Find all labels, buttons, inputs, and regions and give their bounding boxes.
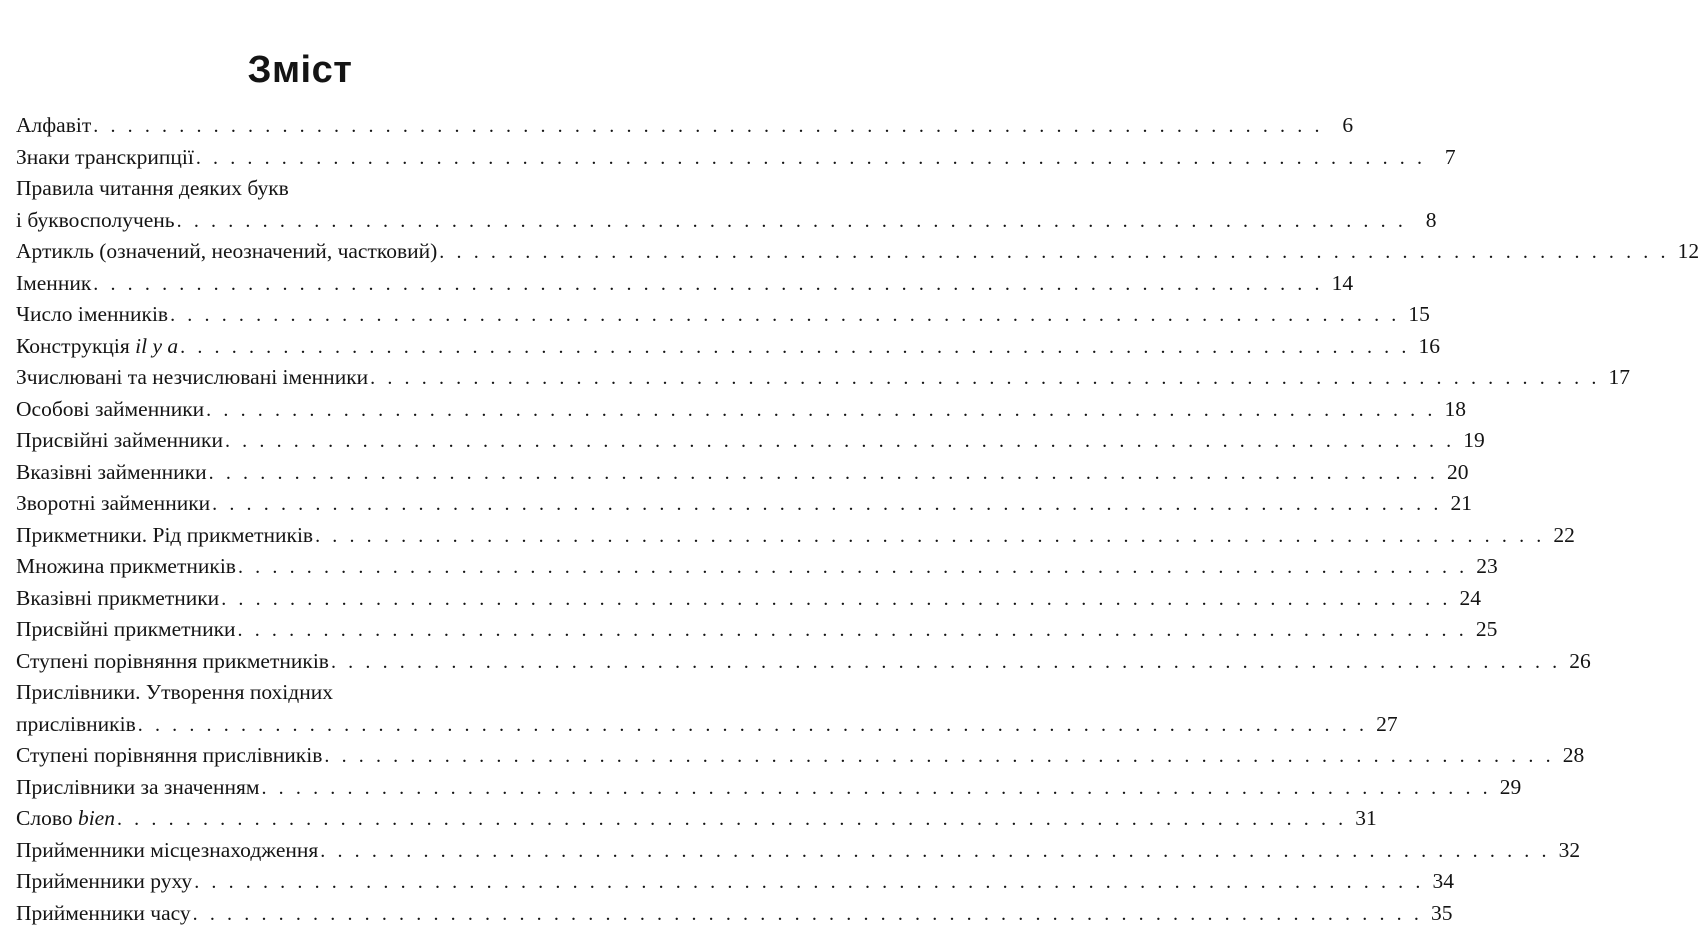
toc-entry-title-text: Ступені порівняння прислівників bbox=[16, 743, 323, 767]
toc-entry[interactable] bbox=[16, 866, 1454, 898]
toc-entry-title bbox=[16, 835, 318, 867]
toc-entry-title bbox=[16, 457, 207, 489]
toc-entry[interactable] bbox=[16, 362, 1630, 394]
toc-entry-title-text: Алфавіт bbox=[16, 113, 92, 137]
toc-entry-title bbox=[16, 331, 178, 363]
dot-leader: . . . . . . . . . . . . . . . . . . . . . . . . . . . . . . . . . . . . . . . . . . . . . . . . . . . . . . . . . . . . . . . . . . . . . . . . bbox=[237, 556, 1468, 578]
toc-entry-title bbox=[16, 488, 210, 520]
toc-entry-title bbox=[16, 866, 192, 898]
toc-entry-page-number: 16 bbox=[1418, 333, 1440, 358]
dot-leader: . . . . . . . . . . . . . . . . . . . . . . . . . . . . . . . . . . . . . . . . . . . . . . . . . . . . . . . . . . . . . . . . . . . . . . . . bbox=[439, 241, 1670, 263]
toc-entry[interactable] bbox=[16, 740, 1585, 772]
dot-leader: . . . . . . . . . . . . . . . . . . . . . . . . . . . . . . . . . . . . . . . . . . . . . . . . . . . . . . . . . . . . . . . . . . . . . . . . bbox=[206, 398, 1436, 421]
toc-entry-row bbox=[16, 551, 1498, 583]
toc-entry[interactable] bbox=[16, 583, 1482, 615]
toc-entry-page-number: 20 bbox=[1446, 459, 1469, 484]
toc-entry-page-number: 29 bbox=[1499, 774, 1522, 799]
toc-entry-row bbox=[16, 772, 1522, 804]
toc-entry-page-number: 25 bbox=[1475, 617, 1498, 641]
toc-entry-title-text: Вказівні прикметники bbox=[16, 585, 220, 610]
toc-entry-row bbox=[16, 898, 1453, 930]
toc-entry[interactable] bbox=[16, 551, 1498, 583]
toc-entry[interactable] bbox=[16, 394, 1466, 426]
toc-entry-title-text: Прийменники руху bbox=[16, 869, 193, 893]
toc-entry-title-text: і буквосполучень bbox=[16, 207, 175, 232]
toc-entry-title-text: Прийменники часу bbox=[16, 900, 191, 925]
toc-entry-page-number: 17 bbox=[1608, 365, 1630, 389]
dot-leader: . . . . . . . . . . . . . . . . . . . . . . . . . . . . . . . . . . . . . . . . . . . . . . . . . . . . . . . . . . . . . . . . . . . . . . . . bbox=[180, 335, 1410, 358]
toc-entry-title-line: Правила читання деяких букв bbox=[16, 176, 289, 200]
toc-entry-foreign-term: il y a bbox=[135, 333, 179, 358]
toc-entry-page-number: 22 bbox=[1553, 522, 1575, 547]
toc-entry-title bbox=[16, 425, 223, 457]
toc-entry-page-number: 35 bbox=[1430, 900, 1453, 925]
toc-entry-title bbox=[16, 236, 437, 268]
toc-entry-title bbox=[16, 898, 191, 930]
toc-entry[interactable] bbox=[16, 677, 1398, 740]
toc-entry-title-line: Прислівники. Утворення похідних bbox=[16, 680, 333, 704]
toc-entry-title-text: Слово bbox=[16, 806, 78, 830]
toc-entry-page-number: 24 bbox=[1459, 585, 1482, 610]
table-of-contents bbox=[16, 110, 1699, 929]
toc-entry-title-text: Іменник bbox=[16, 270, 92, 295]
toc-entry-title bbox=[16, 614, 236, 646]
toc-entry-title-text: Присвійні займенники bbox=[16, 428, 223, 452]
toc-entry[interactable] bbox=[16, 142, 1456, 174]
toc-entry[interactable] bbox=[16, 520, 1575, 552]
toc-entry[interactable] bbox=[16, 614, 1498, 646]
dot-leader: . . . . . . . . . . . . . . . . . . . . . . . . . . . . . . . . . . . . . . . . . . . . . . . . . . . . . . . . . . . . . . . . . . . . . . . . bbox=[194, 871, 1424, 893]
dot-leader: . . . . . . . . . . . . . . . . . . . . . . . . . . . . . . . . . . . . . . . . . . . . . . . . . . . . . . . . . . . . . . . . . . . . . . . . bbox=[192, 902, 1423, 925]
toc-entry-title-text: Присвійні прикметники bbox=[16, 617, 236, 641]
toc-entry[interactable] bbox=[16, 236, 1699, 268]
toc-entry-title-text: Множина прикметників bbox=[16, 554, 236, 578]
toc-entry-row bbox=[16, 425, 1485, 457]
toc-entry-title bbox=[16, 205, 175, 237]
toc-entry-row bbox=[16, 110, 1354, 142]
toc-entry-page-number: 8 bbox=[1425, 207, 1437, 232]
toc-entry[interactable] bbox=[16, 803, 1377, 835]
toc-entry[interactable] bbox=[16, 299, 1430, 331]
page-title: Зміст bbox=[247, 49, 353, 92]
toc-entry-page-number: 15 bbox=[1408, 302, 1430, 326]
toc-entry-page-number: 12 bbox=[1677, 239, 1699, 263]
toc-entry-page-number: 26 bbox=[1569, 648, 1591, 673]
dot-leader: . . . . . . . . . . . . . . . . . . . . . . . . . . . . . . . . . . . . . . . . . . . . . . . . . . . . . . . . . . . . . . . . . . . . . . . . bbox=[224, 430, 1455, 452]
toc-entry-row bbox=[16, 488, 1472, 520]
toc-entry-page-number: 31 bbox=[1355, 806, 1377, 830]
toc-entry-row bbox=[16, 236, 1699, 268]
toc-entry-row bbox=[16, 299, 1430, 331]
toc-entry-title-text: Прийменники місцезнаходження bbox=[16, 837, 319, 862]
toc-entry-title bbox=[16, 646, 329, 678]
toc-entry[interactable] bbox=[16, 173, 1437, 236]
toc-entry-page-number: 19 bbox=[1463, 428, 1485, 452]
toc-entry-title bbox=[16, 142, 194, 174]
toc-entry-title-text: Вказівні займенники bbox=[16, 459, 207, 484]
toc-entry-row bbox=[16, 835, 1581, 867]
toc-entry-page-number: 28 bbox=[1562, 743, 1585, 767]
toc-entry-row bbox=[16, 709, 1398, 741]
toc-entry-title bbox=[16, 709, 136, 741]
toc-entry-title bbox=[16, 299, 168, 331]
toc-entry-title-text: Конструкція bbox=[16, 333, 136, 358]
dot-leader: . . . . . . . . . . . . . . . . . . . . . . . . . . . . . . . . . . . . . . . . . . . . . . . . . . . . . . . . . . . . . . . . . . . . . . . . bbox=[212, 493, 1442, 515]
toc-entry-row bbox=[16, 331, 1440, 363]
toc-entry-title-text: Зчислювані та незчислювані іменники bbox=[16, 365, 369, 389]
toc-entry-page-number: 21 bbox=[1450, 491, 1472, 515]
toc-entry-title bbox=[16, 362, 368, 394]
toc-entry-row bbox=[16, 362, 1630, 394]
toc-entry-row bbox=[16, 205, 1437, 237]
toc-entry-title-text: Артикль (означений, неозначений, частковий) bbox=[16, 239, 438, 263]
toc-entry-page-number: 27 bbox=[1376, 711, 1398, 736]
toc-entry-foreign-term: bien bbox=[77, 806, 115, 830]
toc-entry-page-number: 32 bbox=[1558, 837, 1581, 862]
toc-entry-title bbox=[16, 520, 313, 552]
toc-entry-page-number: 7 bbox=[1444, 144, 1456, 169]
dot-leader: . . . . . . . . . . . . . . . . . . . . . . . . . . . . . . . . . . . . . . . . . . . . . . . . . . . . . . . . . . . . . . . . . . . . . . . . bbox=[170, 304, 1400, 326]
toc-entry[interactable] bbox=[16, 457, 1469, 489]
toc-entry[interactable] bbox=[16, 835, 1581, 867]
toc-entry[interactable] bbox=[16, 110, 1354, 142]
dot-leader: . . . . . . . . . . . . . . . . . . . . . . . . . . . . . . . . . . . . . . . . . . . . . . . . . . . . . . . . . . . . . . . . . . . . . . . . bbox=[320, 839, 1551, 862]
dot-leader: . . . . . . . . . . . . . . . . . . . . . . . . . . . . . . . . . . . . . . . . . . . . . . . . . . . . . . . . . . . . . . . . . . . . . . . . bbox=[208, 461, 1439, 484]
toc-entry-title bbox=[16, 268, 91, 300]
dot-leader: . . . . . . . . . . . . . . . . . . . . . . . . . . . . . . . . . . . . . . . . . . . . . . . . . . . . . . . . . . . . . . . . . . . . . . . . bbox=[137, 713, 1368, 736]
dot-leader: . . . . . . . . . . . . . . . . . . . . . . . . . . . . . . . . . . . . . . . . . . . . . . . . . . . . . . . . . . . . . . . . . . . . . . . . bbox=[221, 587, 1452, 610]
toc-entry-row bbox=[16, 646, 1591, 678]
dot-leader: . . . . . . . . . . . . . . . . . . . . . . . . . . . . . . . . . . . . . . . . . . . . . . . . . . . . . . . . . . . . . . . . . . . . . . . . bbox=[93, 115, 1324, 137]
toc-entry-title bbox=[16, 394, 204, 426]
dot-leader: . . . . . . . . . . . . . . . . . . . . . . . . . . . . . . . . . . . . . . . . . . . . . . . . . . . . . . . . . . . . . . . . . . . . . . . . bbox=[330, 650, 1561, 673]
toc-entry-title-text: Число іменників bbox=[16, 302, 169, 326]
toc-entry[interactable] bbox=[16, 772, 1522, 804]
dot-leader: . . . . . . . . . . . . . . . . . . . . . . . . . . . . . . . . . . . . . . . . . . . . . . . . . . . . . . . . . . . . . . . . . . . . . . . . bbox=[315, 524, 1545, 547]
toc-entry-title bbox=[16, 803, 115, 835]
dot-leader: . . . . . . . . . . . . . . . . . . . . . . . . . . . . . . . . . . . . . . . . . . . . . . . . . . . . . . . . . . . . . . . . . . . . . . . . bbox=[261, 776, 1492, 799]
toc-entry-page-number: 23 bbox=[1476, 554, 1498, 578]
toc-entry-title bbox=[16, 583, 219, 615]
toc-entry-title bbox=[16, 772, 259, 804]
toc-entry-row bbox=[16, 394, 1466, 426]
toc-entry-row bbox=[16, 520, 1575, 552]
dot-leader: . . . . . . . . . . . . . . . . . . . . . . . . . . . . . . . . . . . . . . . . . . . . . . . . . . . . . . . . . . . . . . . . . . . . . . . . bbox=[237, 619, 1468, 641]
toc-entry-row bbox=[16, 268, 1354, 300]
dot-leader: . . . . . . . . . . . . . . . . . . . . . . . . . . . . . . . . . . . . . . . . . . . . . . . . . . . . . . . . . . . . . . . . . . . . . . . . bbox=[195, 146, 1426, 169]
toc-entry-title-text: Прислівники за значенням bbox=[16, 774, 260, 799]
toc-entry-title bbox=[16, 740, 322, 772]
toc-entry-row bbox=[16, 583, 1482, 615]
toc-entry[interactable] bbox=[16, 488, 1472, 520]
toc-entry-page-number: 18 bbox=[1444, 396, 1466, 421]
toc-entry-page-number: 6 bbox=[1342, 113, 1354, 137]
dot-leader: . . . . . . . . . . . . . . . . . . . . . . . . . . . . . . . . . . . . . . . . . . . . . . . . . . . . . . . . . . . . . . . . . . . . . . . . bbox=[176, 209, 1407, 232]
toc-entry[interactable] bbox=[16, 425, 1485, 457]
toc-entry-title-text: Знаки транскрипції bbox=[16, 144, 194, 169]
toc-entry[interactable] bbox=[16, 331, 1440, 363]
toc-entry[interactable] bbox=[16, 898, 1453, 930]
dot-leader: . . . . . . . . . . . . . . . . . . . . . . . . . . . . . . . . . . . . . . . . . . . . . . . . . . . . . . . . . . . . . . . . . . . . . . . . bbox=[116, 808, 1347, 830]
toc-entry-title-text: прислівників bbox=[16, 711, 136, 736]
dot-leader: . . . . . . . . . . . . . . . . . . . . . . . . . . . . . . . . . . . . . . . . . . . . . . . . . . . . . . . . . . . . . . . . . . . . . . . . bbox=[370, 367, 1600, 389]
toc-entry-row bbox=[16, 614, 1498, 646]
toc-entry[interactable] bbox=[16, 646, 1591, 678]
toc-entry-title bbox=[16, 110, 91, 142]
toc-entry-row bbox=[16, 740, 1585, 772]
toc-entry[interactable] bbox=[16, 268, 1354, 300]
toc-entry-title bbox=[16, 551, 236, 583]
toc-entry-row bbox=[16, 457, 1469, 489]
toc-entry-row bbox=[16, 803, 1377, 835]
toc-entry-page-number: 34 bbox=[1432, 869, 1454, 893]
toc-entry-row bbox=[16, 866, 1454, 898]
toc-entry-row bbox=[16, 142, 1456, 174]
toc-entry-title-text: Зворотні займенники bbox=[16, 491, 211, 515]
toc-entry-title-text: Особові займенники bbox=[16, 396, 205, 421]
toc-entry-title-text: Ступені порівняння прикметників bbox=[16, 648, 329, 673]
dot-leader: . . . . . . . . . . . . . . . . . . . . . . . . . . . . . . . . . . . . . . . . . . . . . . . . . . . . . . . . . . . . . . . . . . . . . . . . bbox=[93, 272, 1324, 295]
toc-entry-title-text: Прикметники. Рід прикметників bbox=[16, 522, 314, 547]
toc-entry-page-number: 14 bbox=[1331, 270, 1354, 295]
dot-leader: . . . . . . . . . . . . . . . . . . . . . . . . . . . . . . . . . . . . . . . . . . . . . . . . . . . . . . . . . . . . . . . . . . . . . . . . bbox=[324, 745, 1555, 767]
